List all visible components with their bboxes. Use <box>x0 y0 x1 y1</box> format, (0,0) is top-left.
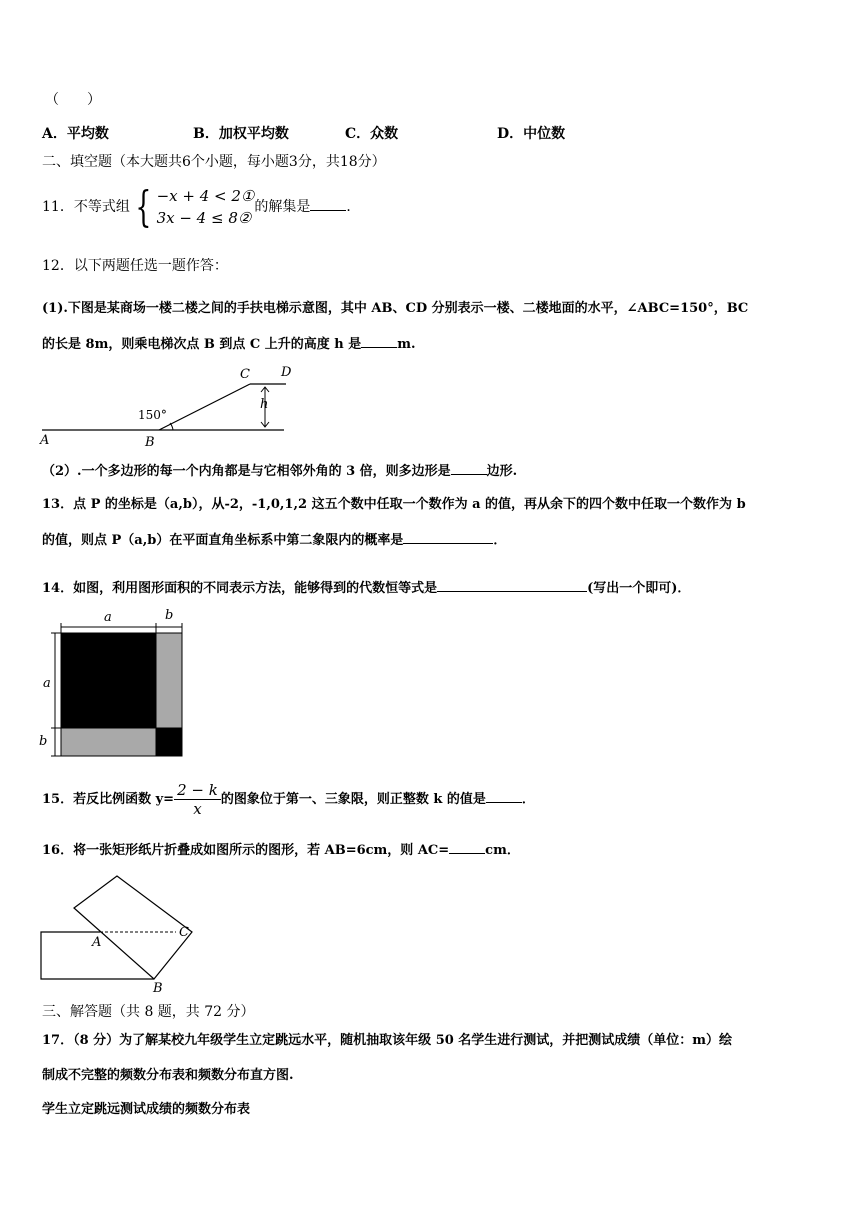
folded-flap <box>74 876 192 979</box>
label-b-left: b <box>39 734 48 749</box>
escalator-figure <box>38 360 298 450</box>
q12-part1-line2 <box>42 333 416 355</box>
inequality-2: 3x − 4 ≤ 8② <box>156 209 252 227</box>
answer-blank <box>449 839 485 854</box>
inequality-1: −x + 4 < 2① <box>156 187 255 205</box>
inequality-system <box>157 185 255 229</box>
q15-end: ． <box>521 792 535 807</box>
section-2-title: 二、填空题（本大题共6个小题，每小题3分，共18分） <box>42 154 386 170</box>
table-title: 学生立定跳远测试成绩的频数分布表 <box>42 1102 251 1117</box>
numerator: 2 − k <box>174 781 221 800</box>
q17-line2: 制成不完整的频数分布表和频数分布直方图. <box>42 1068 294 1083</box>
q13-line2 <box>42 529 506 551</box>
q11-prefix: 11．不等式组 <box>42 199 130 215</box>
q15-suffix: 的图象位于第一、三象限，则正整数 k 的值是 <box>220 792 486 807</box>
option-a: A．平均数 <box>42 126 109 142</box>
question-15 <box>42 778 535 822</box>
square-a <box>61 633 156 728</box>
question-11 <box>42 183 360 231</box>
q13-line1: 13．点 P 的坐标是（a,b），从-2，-1,0,1,2 这五个数中任取一个数作为 a 的值，再从余下的四个数中任取一个数作为 b <box>42 497 746 512</box>
rect-ab-right <box>156 633 182 728</box>
answer-blank <box>361 333 397 348</box>
label-h: h <box>260 397 269 412</box>
option-b: B．加权平均数 <box>193 126 289 142</box>
square-area-figure <box>36 605 196 760</box>
label-b-top: b <box>165 608 174 623</box>
q13-text: 的值，则点 P（a,b）在平面直角坐标系中第二象限内的概率是 <box>42 533 404 548</box>
q13-end: ． <box>493 533 507 548</box>
q12-part1-line1: (1).下图是某商场一楼二楼之间的手扶电梯示意图，其中 AB、CD 分别表示一楼、二楼地面的水平，∠ABC=150°，BC <box>42 301 749 316</box>
label-a: A <box>40 433 50 448</box>
folded-paper-figure <box>38 868 208 996</box>
label-b: B <box>145 435 155 450</box>
escalator-bc <box>159 384 250 430</box>
q14-text-b: (写出一个即可)． <box>587 581 691 596</box>
angle-label: 150° <box>138 408 167 422</box>
q14-text-a: 14．如图，利用图形面积的不同表示方法，能够得到的代数恒等式是 <box>42 581 438 596</box>
option-d: D．中位数 <box>497 126 566 142</box>
label-d: D <box>281 365 292 380</box>
q16-text-a: 16．将一张矩形纸片折叠成如图所示的图形，若 AB=6cm，则 AC= <box>42 843 450 858</box>
fraction <box>174 781 221 818</box>
q12-part2-unit: 边形. <box>486 464 518 479</box>
label-a-left: a <box>43 676 51 691</box>
q16-text <box>42 839 520 861</box>
answer-blank <box>403 529 493 544</box>
system-brace: { <box>135 182 152 231</box>
section-3-title: 三、解答题（共 8 题，共 72 分） <box>42 1004 255 1020</box>
label-b: B <box>153 981 163 996</box>
label-a: A <box>92 935 102 950</box>
q11-end: ． <box>346 199 361 215</box>
q11-suffix: 的解集是 <box>254 199 311 215</box>
answer-blank <box>451 460 487 475</box>
q12-part2 <box>42 460 517 482</box>
q12-part2-text: （2）.一个多边形的每一个内角都是与它相邻外角的 3 倍，则多边形是 <box>42 464 451 479</box>
answer-blank <box>310 196 346 211</box>
denominator: x <box>193 800 202 818</box>
label-c: C <box>179 925 189 940</box>
q12-title: 12．以下两题任选一题作答： <box>42 258 228 274</box>
label-c: C <box>240 367 250 382</box>
answer-blank <box>486 788 522 803</box>
q14-text <box>42 577 690 599</box>
q16-text-b: cm． <box>485 843 520 858</box>
q17-line1: 17．（8 分）为了解某校九年级学生立定跳远水平，随机抽取该年级 50 名学生进行测试，并把测试成绩（单位：m）绘 <box>42 1033 733 1048</box>
label-a-top: a <box>104 610 112 625</box>
q12-part1-unit: m. <box>397 337 416 352</box>
q15-prefix: 15．若反比例函数 y= <box>42 792 175 807</box>
option-c: C．众数 <box>345 126 399 142</box>
square-b <box>156 728 182 756</box>
answer-paren: （ ） <box>45 92 101 108</box>
rect-ab-bottom <box>61 728 156 756</box>
q12-part1-text: 的长是 8m，则乘电梯次点 B 到点 C 上升的高度 h 是 <box>42 337 362 352</box>
answer-blank <box>437 577 587 592</box>
